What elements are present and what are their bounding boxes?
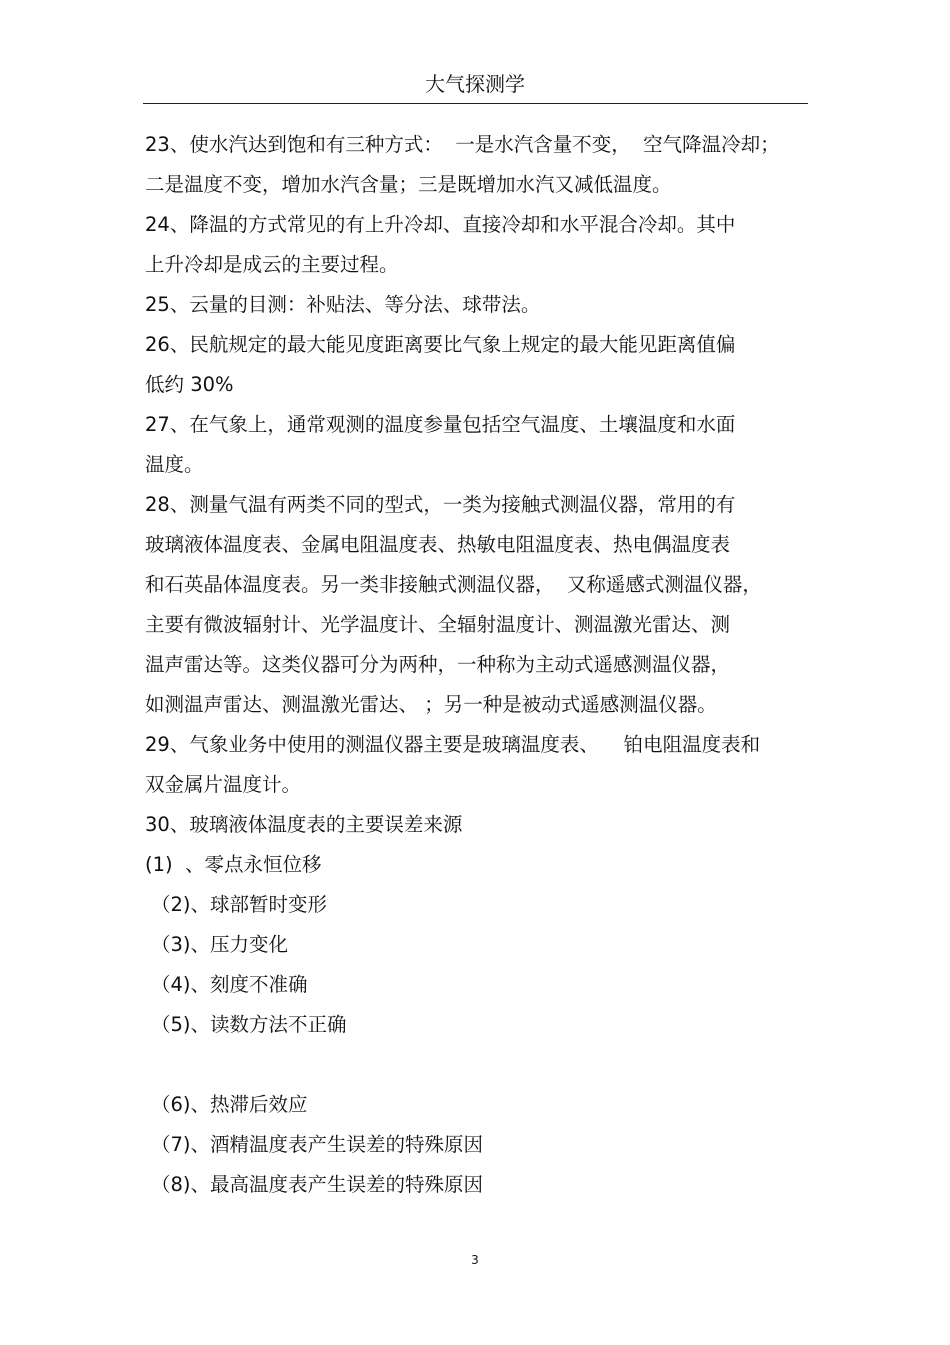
header-divider [143,103,808,104]
text-line-30: 30、玻璃液体温度表的主要误差来源 [145,813,463,836]
text-line-28f: 如测温声雷达、测温激光雷达、 ；另一种是被动式遥感测温仪器。 [145,693,717,716]
text-line-24b: 上升冷却是成云的主要过程。 [145,253,399,276]
list-item-3: （3)、压力变化 [151,933,289,956]
page-header-title: 大气探测学 [425,72,525,96]
text-line-27a: 27、在气象上，通常观测的温度参量包括空气温度、土壤温度和水面 [145,413,736,436]
document-body [145,125,810,1205]
text-line-26b: 低约 30% [145,373,234,396]
list-item-7: （7)、酒精温度表产生误差的特殊原因 [151,1133,484,1156]
text-line-29a: 29、气象业务中使用的测温仪器主要是玻璃温度表、 铂电阻温度表和 [145,733,761,756]
text-line-26a: 26、民航规定的最大能见度距离要比气象上规定的最大能见距离值偏 [145,333,736,356]
text-line-25: 25、云量的目测：补贴法、等分法、球带法。 [145,293,541,316]
text-line-24a: 24、降温的方式常见的有上升冷却、直接冷却和水平混合冷却。其中 [145,213,736,236]
text-line-28d: 主要有微波辐射计、光学温度计、全辐射温度计、测温激光雷达、测 [145,613,731,636]
text-line-28c: 和石英晶体温度表。另一类非接触式测温仪器， 又称遥感式测温仪器， [145,573,762,596]
list-item-2: （2)、球部暂时变形 [151,893,328,916]
list-item-8: （8)、最高温度表产生误差的特殊原因 [151,1173,484,1196]
text-line-28a: 28、测量气温有两类不同的型式，一类为接触式测温仪器，常用的有 [145,493,736,516]
text-line-28e: 温声雷达等。这类仪器可分为两种，一种称为主动式遥感测温仪器， [145,653,731,676]
list-item-5: （5)、读数方法不正确 [151,1013,347,1036]
page-number: 3 [471,1253,479,1267]
list-item-6: （6)、热滞后效应 [151,1093,308,1116]
text-line-23b: 二是温度不变，增加水汽含量；三是既增加水汽又减低温度。 [145,173,672,196]
text-line-28b: 玻璃液体温度表、金属电阻温度表、热敏电阻温度表、热电偶温度表 [145,533,731,556]
text-line-27b: 温度。 [145,453,204,476]
text-line-23a: 23、使水汽达到饱和有三种方式： 一是水汽含量不变， 空气降温冷却； [145,133,780,156]
blank-gap [145,1045,810,1085]
text-line-29b: 双金属片温度计。 [145,773,302,796]
list-item-1: (1) 、零点永恒位移 [145,853,322,876]
list-item-4: （4)、刻度不准确 [151,973,308,996]
